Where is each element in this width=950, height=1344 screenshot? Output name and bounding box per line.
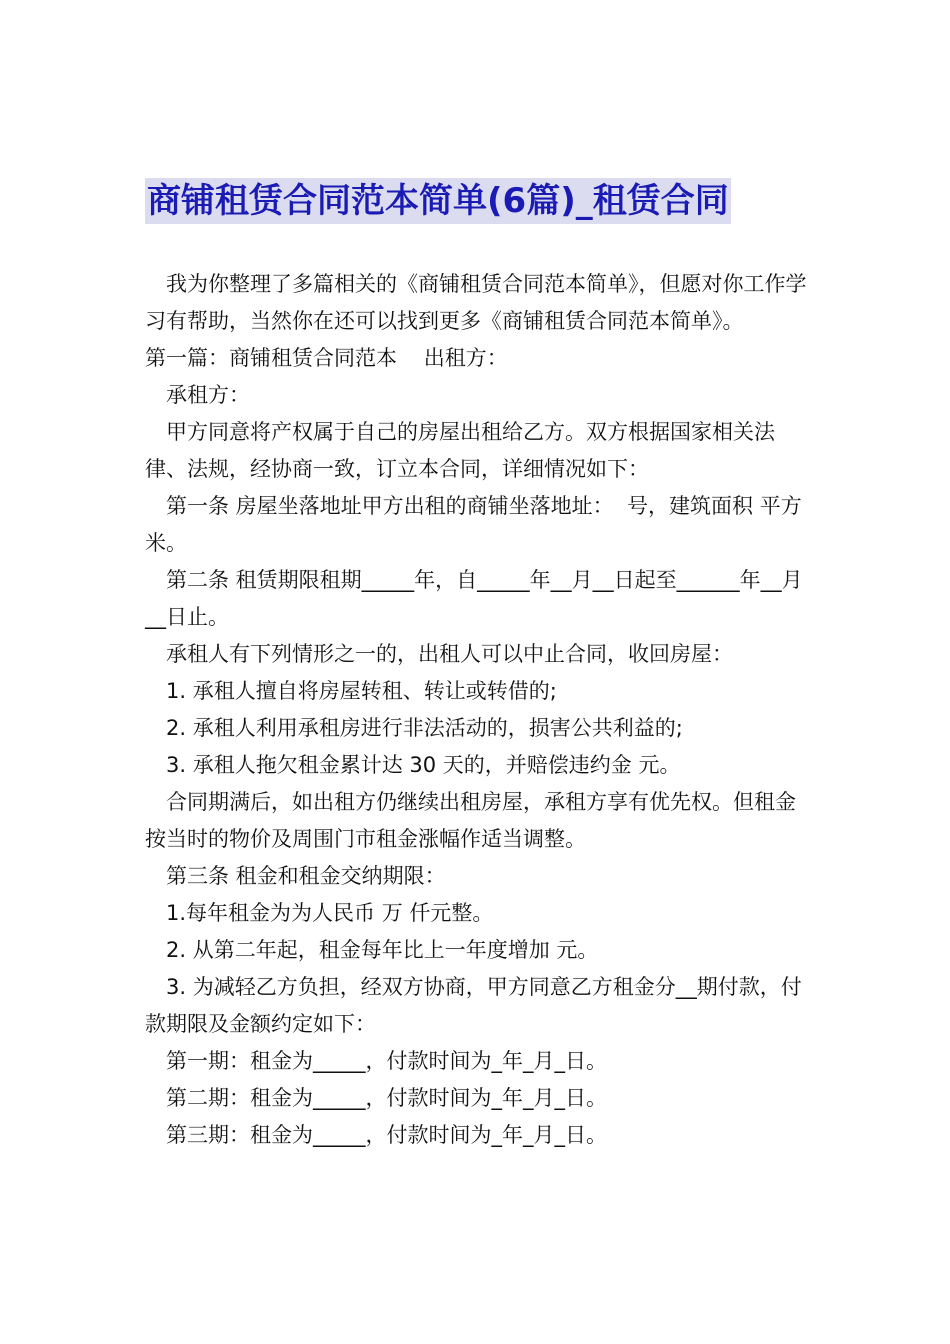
list-item: 2. 承租人利用承租房进行非法活动的，损害公共利益的;	[166, 716, 683, 740]
intro-paragraph: 我为你整理了多篇相关的《商铺租赁合同范本简单》，但愿对你工作学习有帮助，当然你在还可以找到更多《商铺租赁合同范本简单》。	[145, 272, 807, 333]
renewal-paragraph: 合同期满后，如出租方仍继续出租房屋，承租方享有优先权。但租金按当时的物价及周围门市租金涨幅作适当调整。	[145, 790, 796, 851]
document-body	[145, 266, 810, 1154]
article-paragraph: 第二条 租赁期限租期_____年，自_____年__月__日起至______年__月__日止。	[145, 568, 803, 629]
terminate-paragraph: 承租人有下列情形之一的，出租人可以中止合同，收回房屋：	[166, 642, 733, 666]
list-item: 2. 从第二年起，租金每年比上一年度增加 元。	[166, 938, 599, 962]
payment-period: 第二期：租金为_____，付款时间为_年_月_日。	[166, 1086, 607, 1110]
title-container	[145, 178, 805, 224]
agreement-paragraph: 甲方同意将产权属于自己的房屋出租给乙方。双方根据国家相关法律、法规，经协商一致，订立本合同，详细情况如下：	[145, 420, 775, 481]
section-heading: 第一篇：商铺租赁合同范本 出租方：	[145, 346, 508, 370]
article-paragraph: 第三条 租金和租金交纳期限：	[166, 864, 446, 888]
lessee-line: 承租方：	[166, 383, 250, 407]
document-title: 商铺租赁合同范本简单(6篇)_租赁合同	[145, 178, 731, 224]
list-item: 1. 承租人擅自将房屋转租、转让或转借的;	[166, 679, 557, 703]
payment-period: 第一期：租金为_____，付款时间为_年_月_日。	[166, 1049, 607, 1073]
list-item: 3. 为减轻乙方负担，经双方协商，甲方同意乙方租金分__期付款，付款期限及金额约定如下：	[145, 975, 802, 1036]
article-paragraph: 第一条 房屋坐落地址甲方出租的商铺坐落地址： 号，建筑面积 平方米。	[145, 494, 802, 555]
list-item: 1.每年租金为为人民币 万 仟元整。	[166, 901, 494, 925]
payment-period: 第三期：租金为_____，付款时间为_年_月_日。	[166, 1123, 607, 1147]
list-item: 3. 承租人拖欠租金累计达 30 天的，并赔偿违约金 元。	[166, 753, 681, 777]
